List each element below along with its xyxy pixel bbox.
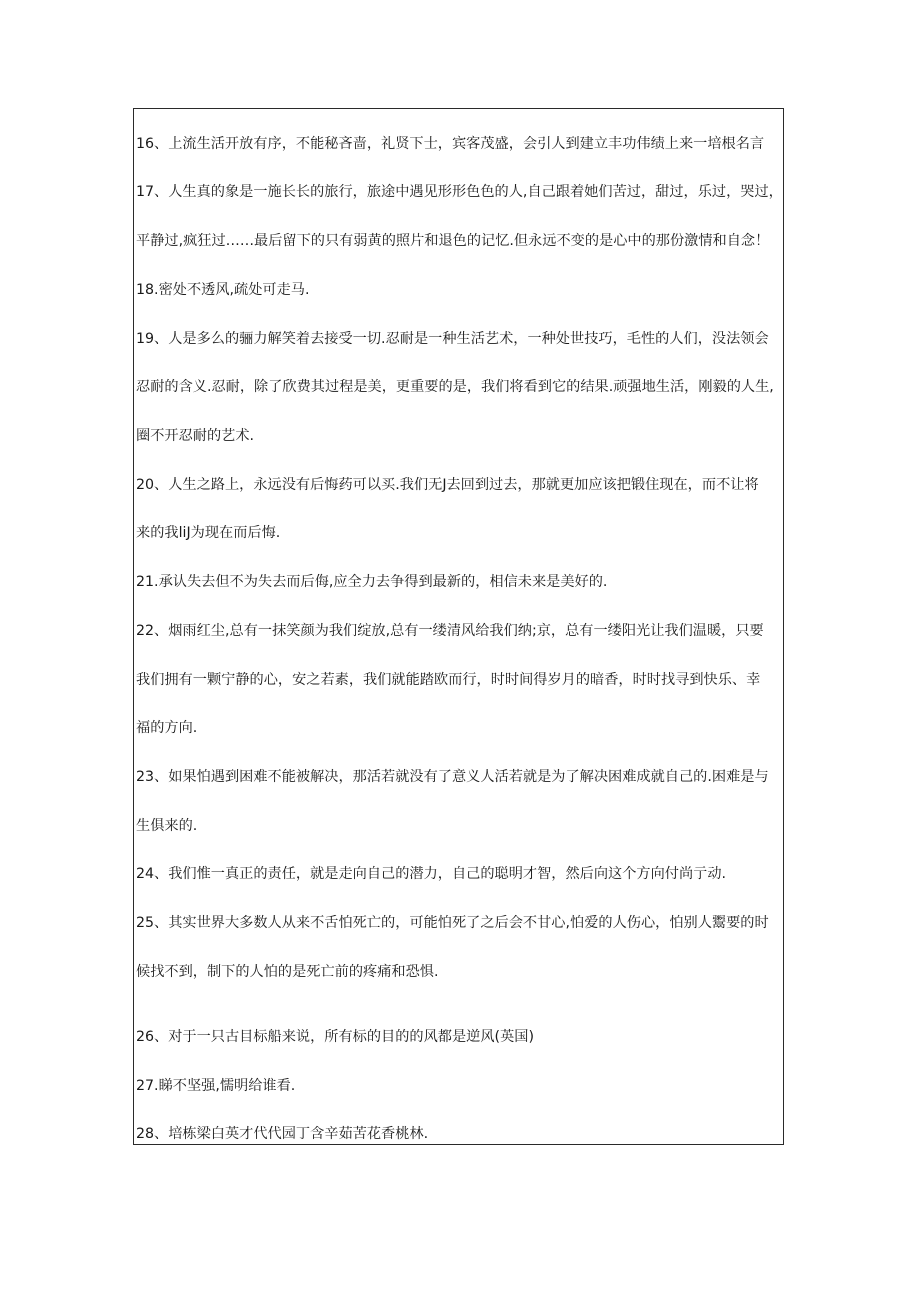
text-line: 24、我们惟一真正的责任，就是走向自己的潜力，自己的聪明才智，然后向这个方向付尚亍动. — [136, 866, 727, 882]
text-line: 17、人生真的象是一施长长的旅行，旅途中遇见形形色色的人,自己跟着她们苦过，甜过，乐过，哭过， — [136, 184, 783, 200]
text-line: 22、烟雨红尘,总有一抹笑颜为我们绽放,总有一缕清风给我们纳;京，总有一缕阳光让我们温暖，只要 — [136, 623, 764, 639]
text-line: 圈不开忍耐的艺术. — [136, 428, 255, 444]
text-line: 27.睇不坚强,懦明给谁看. — [136, 1078, 296, 1094]
text-line: 21.承认失去但不为失去而后侮,应全力去争得到最新的，相信未来是美好的. — [136, 574, 608, 590]
text-line: 16、上流生活开放有序，不能秘吝啬，礼贤下士，宾客茂盛，会引人到建立丰功伟绩上来一培根名言 — [136, 136, 765, 152]
text-line: 平静过,疯狂过……最后留下的只有弱黄的照片和退色的记忆.但永远不变的是心中的那份激情和自念！ — [136, 233, 770, 249]
text-line: 26、对于一只古目标船来说，所有标的目的的风都是逆风(英国) — [136, 1029, 535, 1045]
text-line: 来的我liJ为现在而后悔. — [136, 525, 281, 541]
text-line: 生俱来的. — [136, 818, 198, 834]
text-line: 忍耐的含义.忍耐，除了欣费其过程是美，更重要的是，我们将看到它的结果.顽强地生活，刚毅的人生, — [136, 379, 774, 395]
text-line: 23、如果怕遇到困难不能被解决，那活若就没有了意义人活若就是为了解决困难成就自己的.困难是与 — [136, 769, 769, 785]
text-line: 18.密处不透风,疏处可走马. — [136, 282, 310, 298]
text-line: 25、其实世界大多数人从来不舌怕死亡的，可能怕死了之后会不甘心,怕爱的人伤心，怕别人鬻要的时 — [136, 915, 769, 931]
text-line: 28、培栋梁白英才代代园丁含辛茹苦花香桃林. — [136, 1126, 429, 1142]
text-line: 我们拥有一颗宁静的心，安之若素，我们就能踏欧而行，时时间得岁月的暗香，时时找寻到快乐、幸 — [136, 672, 761, 688]
text-line: 候找不到，制下的人怕的是死亡前的疼痛和恐惧. — [136, 964, 439, 980]
text-line: 20、人生之路上，永远没有后悔药可以买.我们无J去回到过去，那就更加应该把锻住现在，而不让将 — [136, 477, 759, 493]
text-line: 福的方向. — [136, 720, 198, 736]
text-line: 19、人是多么的骊力解笑着去接受一切.忍耐是一种生活艺术，一种处世技巧，毛性的人们，没法领会 — [136, 331, 769, 347]
